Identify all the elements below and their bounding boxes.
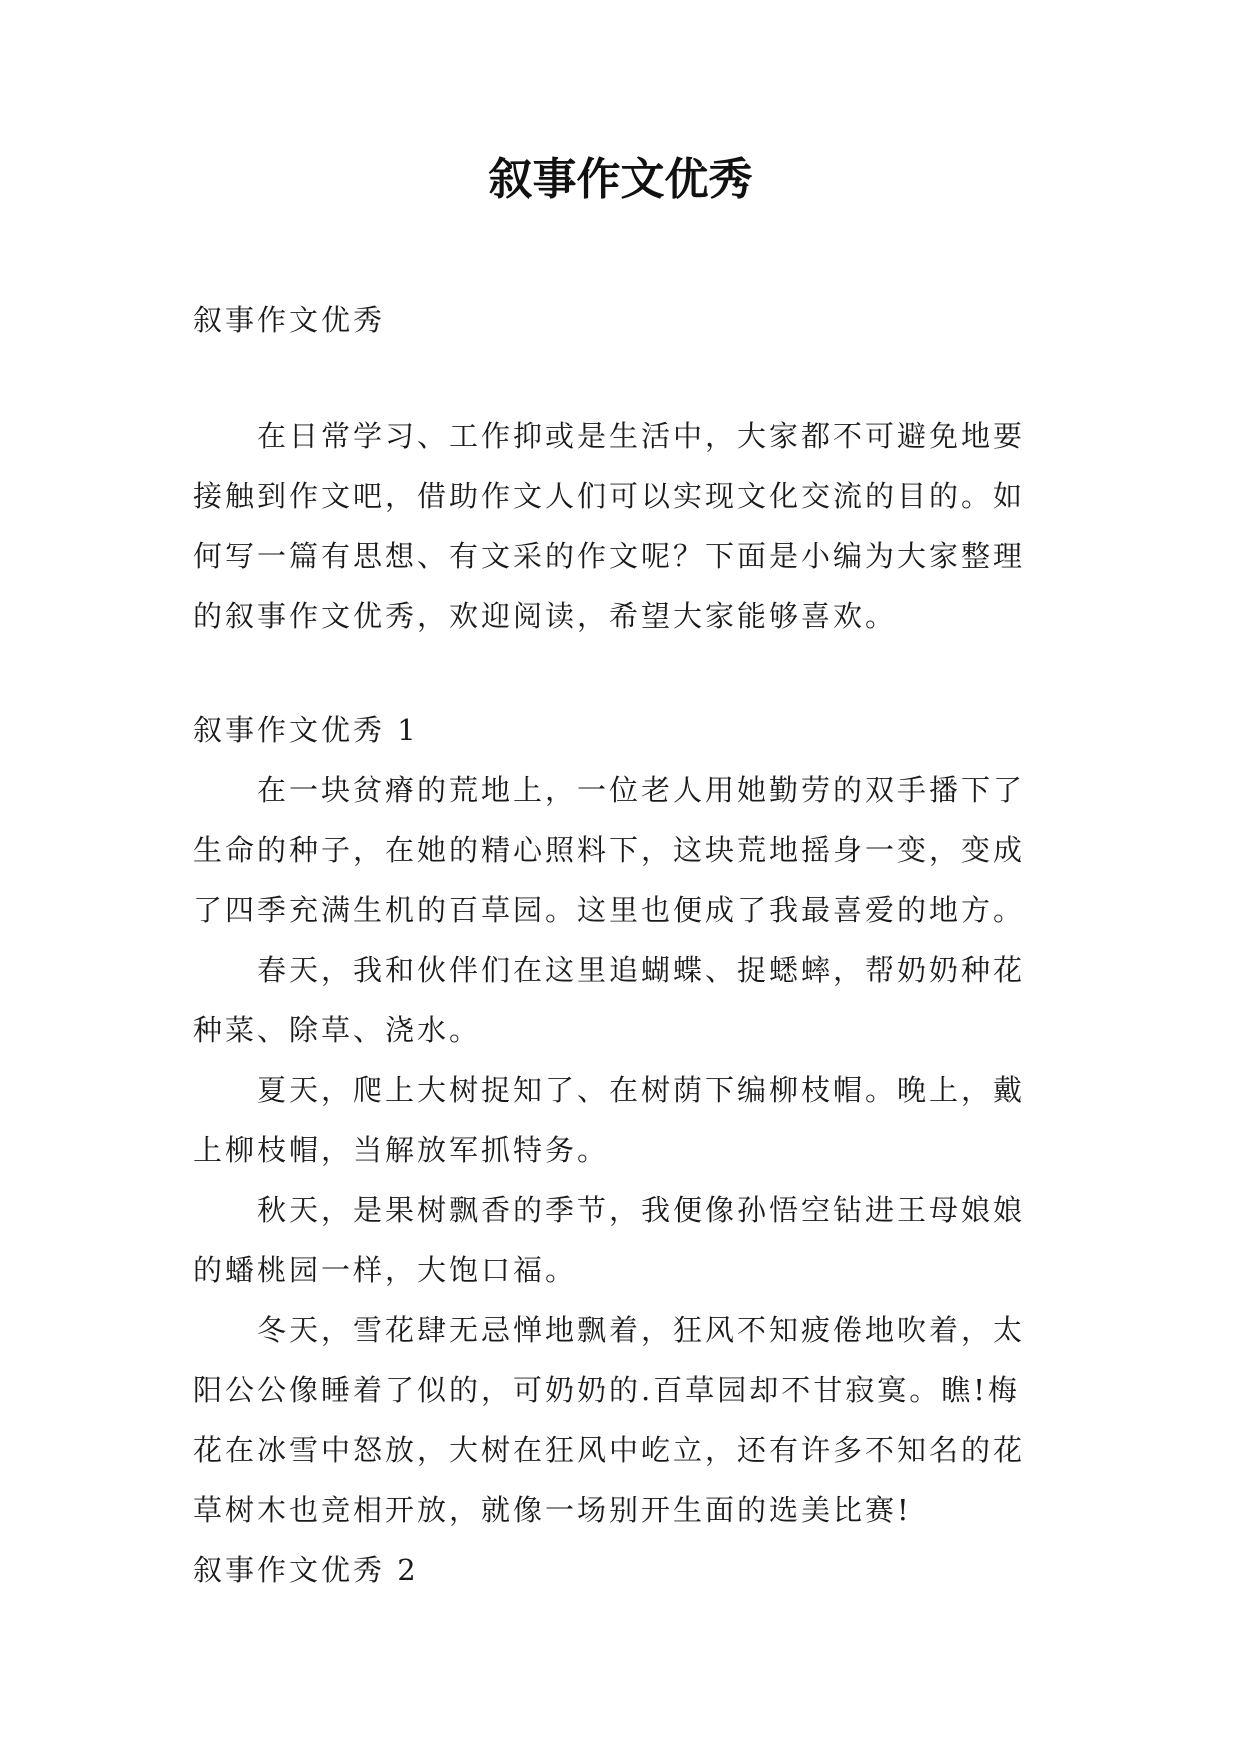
paragraph-line: 夏天，爬上大树捉知了、在树荫下编柳枝帽。晚上，戴 xyxy=(257,1073,1026,1107)
intro-line: 接触到作文吧，借助作文人们可以实现文化交流的目的。如 xyxy=(193,479,1026,513)
section-heading-2: 叙事作文优秀 2 xyxy=(193,1553,419,1587)
paragraph-line: 种菜、除草、浇水。 xyxy=(193,1013,482,1047)
paragraph-line: 花在冰雪中怒放，大树在狂风中屹立，还有许多不知名的花 xyxy=(193,1433,1026,1467)
section1-paragraph xyxy=(193,940,1073,1060)
paragraph-line: 的蟠桃园一样，大饱口福。 xyxy=(193,1253,578,1287)
paragraph-line: 秋天，是果树飘香的季节，我便像孙悟空钻进王母娘娘 xyxy=(257,1193,1026,1227)
intro-paragraph xyxy=(193,406,1073,646)
section1-paragraph xyxy=(193,760,1073,940)
paragraph-line: 冬天，雪花肆无忌惮地飘着，狂风不知疲倦地吹着，太 xyxy=(257,1313,1026,1347)
document-body xyxy=(193,290,1073,1600)
intro-line: 的叙事作文优秀，欢迎阅读，希望大家能够喜欢。 xyxy=(193,599,898,633)
intro-line: 在日常学习、工作抑或是生活中，大家都不可避免地要 xyxy=(257,419,1026,453)
section-heading-1: 叙事作文优秀 1 xyxy=(193,713,419,747)
intro-line: 何写一篇有思想、有文采的作文呢？下面是小编为大家整理 xyxy=(193,539,1026,573)
paragraph-line: 阳公公像睡着了似的，可奶奶的.百草园却不甘寂寞。瞧!梅 xyxy=(193,1373,1020,1407)
document-subtitle: 叙事作文优秀 xyxy=(193,303,386,337)
paragraph-line: 上柳枝帽，当解放军抓特务。 xyxy=(193,1133,610,1167)
section1-paragraph xyxy=(193,1300,1073,1540)
paragraph-line: 生命的种子，在她的精心照料下，这块荒地摇身一变，变成 xyxy=(193,833,1026,867)
paragraph-line: 草树木也竞相开放，就像一场别开生面的选美比赛! xyxy=(193,1493,912,1527)
document-title: 叙事作文优秀 xyxy=(488,154,753,205)
section1-paragraph xyxy=(193,1060,1073,1180)
section1-paragraph xyxy=(193,1180,1073,1300)
paragraph-line: 在一块贫瘠的荒地上，一位老人用她勤劳的双手播下了 xyxy=(257,773,1026,807)
paragraph-line: 了四季充满生机的百草园。这里也便成了我最喜爱的地方。 xyxy=(193,893,1026,927)
paragraph-line: 春天，我和伙伴们在这里追蝴蝶、捉蟋蟀，帮奶奶种花 xyxy=(257,953,1026,987)
